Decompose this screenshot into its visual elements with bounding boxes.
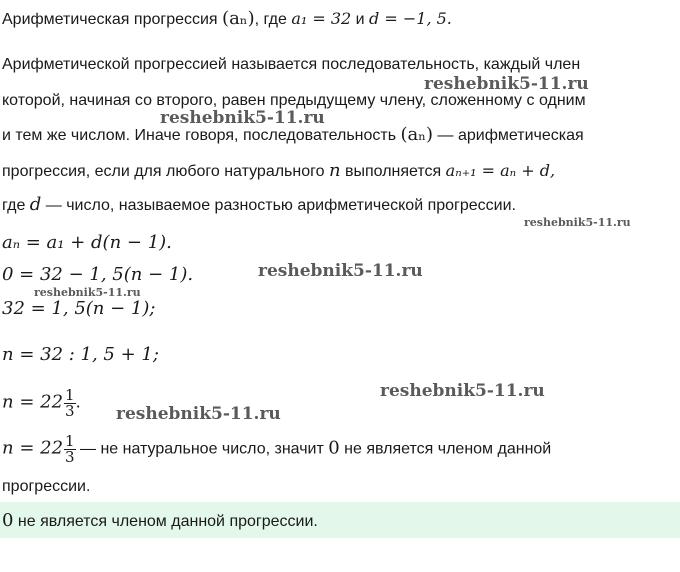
equation-1: 0 = 32 − 1, 5(n − 1).: [2, 264, 194, 285]
equation-4-lhs: n = 22: [2, 391, 64, 413]
theory-line-4-b: выполняется: [340, 163, 446, 180]
equation-4-end: .: [75, 392, 81, 412]
theory-line-4-a: прогрессия, если для любого натурального: [2, 163, 329, 180]
fraction-numerator: 1: [65, 386, 75, 404]
theory-sequence: (aₙ): [400, 124, 434, 145]
sequence-notation: (aₙ): [222, 8, 255, 29]
theory-line-4: [2, 160, 555, 183]
equation-5-text-b: не является членом данной: [339, 440, 552, 458]
fraction-denominator: 3: [65, 402, 75, 420]
theory-formula: aₙ₊₁ = aₙ + d,: [445, 161, 556, 180]
fraction-one-third-2: [64, 434, 76, 465]
watermark: reshebnik5-11.ru: [116, 404, 281, 424]
equation-3: n = 32 : 1, 5 + 1;: [2, 344, 159, 365]
fraction-numerator-2: 1: [65, 432, 75, 450]
theory-line-5-a: где: [2, 197, 30, 214]
equation-5-text-a: — не натуральное число, значит: [75, 440, 329, 458]
answer-text: [2, 510, 318, 533]
theory-line-1: Арифметической прогрессией называется последовательность, каждый член: [2, 56, 581, 73]
theory-n: n: [328, 160, 341, 181]
watermark: reshebnik5-11.ru: [524, 216, 631, 229]
equation-5: [2, 434, 551, 465]
theory-line-3-b: — арифметическая: [433, 127, 584, 144]
equation-5-continuation: прогрессии.: [2, 478, 91, 495]
theory-line-5-b: — число, называемое разностью арифметической прогрессии.: [41, 197, 516, 214]
watermark: reshebnik5-11.ru: [424, 74, 589, 94]
watermark: reshebnik5-11.ru: [160, 108, 325, 128]
answer-zero: 0: [2, 510, 14, 531]
watermark: reshebnik5-11.ru: [34, 286, 141, 299]
fraction-denominator-2: 3: [65, 448, 75, 466]
equation-4: [2, 388, 81, 419]
theory-d: d: [29, 194, 42, 215]
watermark: reshebnik5-11.ru: [258, 261, 423, 281]
equation-5-lhs: n = 22: [2, 437, 64, 459]
problem-and: и: [351, 11, 370, 28]
answer-sentence: не является членом данной прогрессии.: [13, 513, 318, 530]
equation-5-zero: 0: [328, 437, 340, 459]
answer-block: [0, 502, 680, 538]
difference: d = −1, 5.: [369, 9, 452, 28]
general-formula: aₙ = a₁ + d(n − 1).: [2, 232, 172, 253]
problem-mid: , где: [254, 11, 292, 28]
problem-lead: Арифметическая прогрессия: [2, 11, 223, 28]
problem-statement: [2, 8, 452, 31]
fraction-one-third: [64, 388, 76, 419]
theory-line-5: [2, 194, 516, 217]
first-term: a₁ = 32: [291, 9, 352, 28]
theory-line-2: которой, начиная со второго, равен предыдущему члену, сложенному с одним: [2, 92, 586, 109]
equation-2: 32 = 1, 5(n − 1);: [2, 298, 156, 319]
watermark: reshebnik5-11.ru: [380, 381, 545, 401]
theory-line-3-a: и тем же числом. Иначе говоря, последовательность: [2, 127, 401, 144]
